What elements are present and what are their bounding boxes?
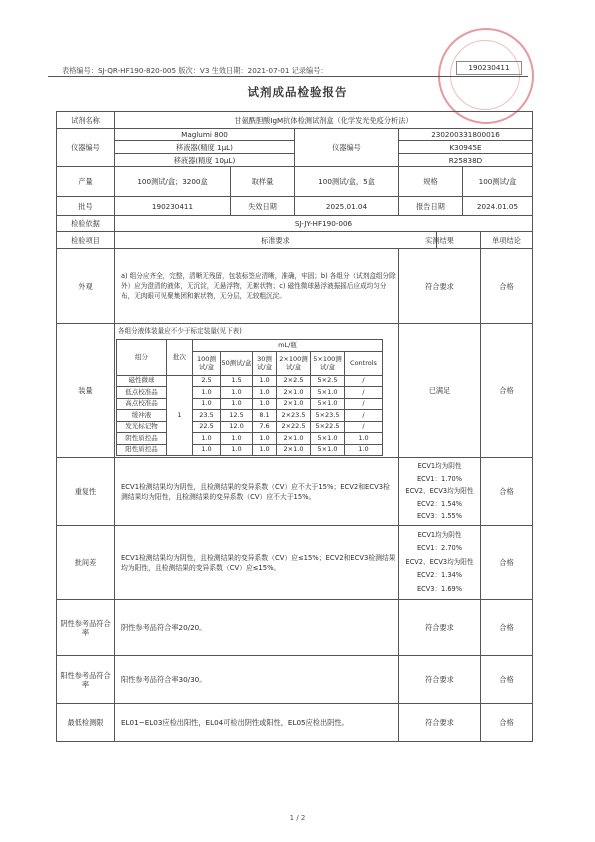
batch-diff-result-3: ECV2、ECV3均为阳性 <box>405 557 474 566</box>
volume-cell: 2×1.0 <box>277 387 311 398</box>
doc-number: 表格编号：SJ-QR-HF190-820-005 版次：V3 生效日期：2021-07-01 记录编号： <box>62 66 328 75</box>
precision-result-5: ECV3：1.55% <box>416 512 463 521</box>
batch-diff-result-2: ECV1：2.70% <box>416 544 463 553</box>
report-date-value: 2024.01.05 <box>463 197 533 216</box>
expiry-label: 失效日期 <box>231 197 295 216</box>
precision-result-3: ECV2、ECV3均为阳性 <box>405 487 474 496</box>
volume-header-controls: Controls <box>345 352 383 376</box>
batch-diff-result <box>399 526 481 600</box>
col-header-result: 实测结果 <box>399 232 481 249</box>
volume-cell: 2×1.0 <box>277 399 311 410</box>
volume-cell: 1.0 <box>193 433 221 444</box>
volume-cell: 5×1.0 <box>311 433 345 444</box>
volume-cell: 1.0 <box>193 387 221 398</box>
volume-cell: 2×1.0 <box>277 445 311 456</box>
volume-cell: 1.0 <box>221 433 253 444</box>
volume-cell: 8.1 <box>253 410 277 421</box>
volume-cell: 1.0 <box>193 399 221 410</box>
col-header-item: 检验项目 <box>57 232 115 249</box>
precision-conclusion: 合格 <box>481 458 533 526</box>
volume-component-name: 发光标记物 <box>117 422 167 433</box>
instrument-2: 移液器(精度 1μL) <box>115 141 295 154</box>
volume-cell: 12.5 <box>221 410 253 421</box>
ecv-ref-result: 符合要求 <box>399 704 481 742</box>
volume-header-5x100: 5×100测试/盒 <box>311 352 345 376</box>
volume-cell: 2×1.0 <box>277 433 311 444</box>
volume-header-component: 组分 <box>117 340 167 376</box>
equipment-1: 23020033180001​6 <box>399 129 533 141</box>
reagent-name-label: 试剂名称 <box>57 112 115 129</box>
appearance-result: 符合要求 <box>399 249 481 324</box>
batch-value: 190230411 <box>115 197 231 216</box>
volume-cell: 5×22.5 <box>311 422 345 433</box>
volume-item: 装量 <box>57 324 115 458</box>
spec-value: 100测试/盒 <box>463 167 533 197</box>
volume-cell: 1.0 <box>221 387 253 398</box>
volume-table <box>116 339 383 456</box>
volume-cell: / <box>345 410 383 421</box>
instrument-3: 移液器(精度 10μL) <box>115 154 295 167</box>
precision-item: 重复性 <box>57 458 115 526</box>
pos-ref-standard: 阳性参考品符合率30/30。 <box>115 656 399 704</box>
batch-diff-conclusion: 合格 <box>481 526 533 600</box>
volume-cell: 1.0 <box>253 445 277 456</box>
appearance-item: 外观 <box>57 249 115 324</box>
basis-label: 检验依据 <box>57 216 115 232</box>
sample-label: 取样量 <box>231 167 295 197</box>
volume-cell: 1.0 <box>345 445 383 456</box>
report-date-label: 报告日期 <box>399 197 463 216</box>
volume-cell: / <box>345 387 383 398</box>
spec-label: 规格 <box>399 167 463 197</box>
equipment-3: R25838D <box>399 154 533 167</box>
page-title: 试剂成品检验报告 <box>247 85 348 99</box>
volume-cell: 1.0 <box>253 387 277 398</box>
volume-cell: / <box>345 399 383 410</box>
output-value: 100测试/盒；3200盒 <box>115 167 231 197</box>
volume-component-name: 低点校准品 <box>117 387 167 398</box>
volume-cell: 2×23.5 <box>277 410 311 421</box>
precision-result-4: ECV2：1.54% <box>416 499 463 508</box>
volume-header-100: 100测试/盒 <box>193 352 221 376</box>
batch-diff-result-1: ECV1均为阴性 <box>417 530 462 539</box>
volume-cell: 1.0 <box>253 399 277 410</box>
volume-component-name: 缓冲液 <box>117 410 167 421</box>
volume-cell: 5×1.0 <box>311 387 345 398</box>
output-label: 产量 <box>57 167 115 197</box>
volume-cell: 22.5 <box>193 422 221 433</box>
volume-header-batch: 批次 <box>167 340 193 376</box>
volume-header-unit: mL/瓶 <box>193 340 383 352</box>
header-divider <box>48 76 528 77</box>
volume-cell: 5×2.5 <box>311 376 345 387</box>
volume-cell: 1.0 <box>253 376 277 387</box>
batch-diff-item: 批间差 <box>57 526 115 600</box>
volume-component-name: 高点校准品 <box>117 399 167 410</box>
volume-cell: 1.0 <box>345 433 383 444</box>
col-header-standard: 标准要求 <box>115 232 437 249</box>
volume-cell: 1.0 <box>221 399 253 410</box>
volume-header-50: 50测试/盒 <box>221 352 253 376</box>
neg-ref-standard: 阴性参考品符合率20/20。 <box>115 600 399 656</box>
ecv-ref-conclusion: 合格 <box>481 704 533 742</box>
ecv-ref-item: 最低检测限 <box>57 704 115 742</box>
volume-cell: 2×22.5 <box>277 422 311 433</box>
instrument-1: Maglumi 800 <box>115 129 295 141</box>
volume-header-30: 30测试/盒 <box>253 352 277 376</box>
equipment-label: 仪器编号 <box>295 129 399 167</box>
volume-cell: 2×2.5 <box>277 376 311 387</box>
batch-diff-result-4: ECV2：1.34% <box>416 571 463 580</box>
volume-cell: 5×1.0 <box>311 399 345 410</box>
batch-label: 批号 <box>57 197 115 216</box>
basis-value: SJ-JY-HF190-006 <box>115 216 533 232</box>
pos-ref-item: 阳性参考品符合率 <box>57 656 115 704</box>
neg-ref-conclusion: 合格 <box>481 600 533 656</box>
volume-cell: 1.0 <box>221 445 253 456</box>
volume-cell: / <box>345 422 383 433</box>
volume-component-name: 磁性微球 <box>117 376 167 387</box>
appearance-conclusion: 合格 <box>481 249 533 324</box>
ecv-ref-standard: EL01~EL03应检出阳性，EL04可检出阴性或阳性，EL05应检出阴性。 <box>115 704 399 742</box>
page-number: 1 / 2 <box>289 814 306 822</box>
volume-component-name: 阴性质控品 <box>117 433 167 444</box>
volume-cell: 7.6 <box>253 422 277 433</box>
volume-result: 已满足 <box>399 324 481 458</box>
batch-diff-standard: ECV1检测结果均为阴性，且检测结果的变异系数（CV）应≤15%；ECV2和ECV3检测结果均为阳性，且检测结果的变异系数（CV）应≤15%。 <box>115 526 399 600</box>
volume-cell: 23.5 <box>193 410 221 421</box>
volume-cell: / <box>345 376 383 387</box>
volume-cell: 5×1.0 <box>311 445 345 456</box>
volume-note: 各组分液体装量应不少于标定装量(见下表) <box>118 327 242 335</box>
pos-ref-result: 符合要求 <box>399 656 481 704</box>
col-header-conclusion: 单项结论 <box>481 232 533 249</box>
volume-batch-value: 1 <box>167 376 193 456</box>
expiry-value: 2025.01.04 <box>295 197 399 216</box>
volume-cell: 1.0 <box>253 433 277 444</box>
precision-standard: ECV1检测结果均为阴性，且检测结果的变异系数（CV）应不大于15%；ECV2和ECV3检测结果均为阳性，且检测结果的变异系数（CV）应不大于15%。 <box>115 458 399 526</box>
volume-cell: 12.0 <box>221 422 253 433</box>
precision-result-2: ECV1：1.70% <box>416 474 463 483</box>
volume-cell: 5×23.5 <box>311 410 345 421</box>
volume-cell: 1.5 <box>221 376 253 387</box>
equipment-2: K30945E <box>399 141 533 154</box>
appearance-standard: a) 组分应齐全，完整，清晰无残留，包装标签应清晰，准确，牢固；b) 各组分（试剂盒组分除外）应为澄清的液体，无沉淀，无悬浮物，无絮状物；c) 磁性微球悬浮液振摇后应成均匀分布，无肉眼可见聚集团和絮状物，无分层，无较粗沉淀。 <box>115 249 399 324</box>
sample-value: 100测试/盒，5盒 <box>295 167 399 197</box>
volume-header-2x100: 2×100测试/盒 <box>277 352 311 376</box>
volume-cell: 2.5 <box>193 376 221 387</box>
precision-result <box>399 458 481 526</box>
reagent-name: 甘氨酰胆酸IgM抗体检测试剂盒（化学发光免疫分析法） <box>115 112 533 129</box>
volume-component-name: 阳性质控品 <box>117 445 167 456</box>
batch-diff-result-5: ECV3：1.69% <box>416 584 463 593</box>
pos-ref-conclusion: 合格 <box>481 656 533 704</box>
precision-result-1: ECV1均为阴性 <box>417 462 462 471</box>
volume-conclusion: 合格 <box>481 324 533 458</box>
neg-ref-item: 阴性参考品符合率 <box>57 600 115 656</box>
neg-ref-result: 符合要求 <box>399 600 481 656</box>
instrument-label: 仪器编号 <box>57 129 115 167</box>
volume-cell: 1.0 <box>193 445 221 456</box>
record-number: 190230411 <box>456 61 522 75</box>
